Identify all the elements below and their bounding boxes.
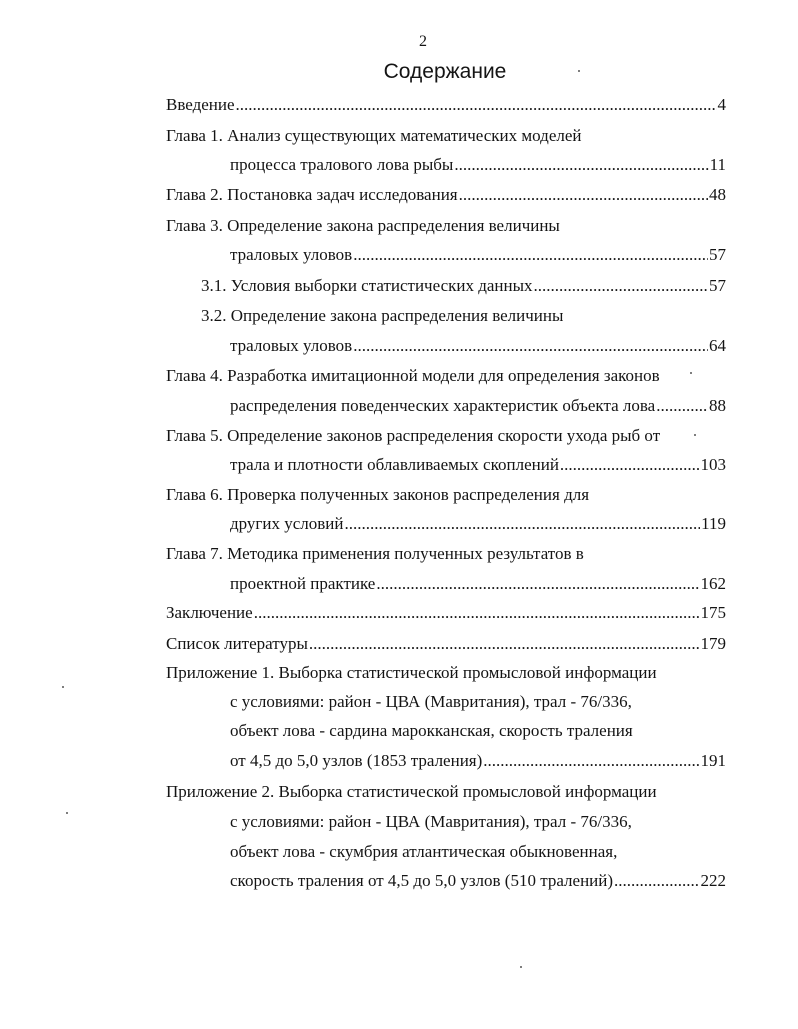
toc-entry-text: Введение (166, 95, 235, 114)
leader-dots (236, 95, 717, 115)
scan-speck (62, 686, 64, 688)
scan-speck (690, 372, 692, 374)
toc-entry-text: трала и плотности облавливаемых скоплений (230, 455, 559, 474)
toc-entry-text: 3.2. Определение закона распределения величины (201, 306, 564, 325)
toc-entry-text: Глава 2. Постановка задач исследования (166, 185, 458, 204)
toc-entry-page: 4 (717, 95, 726, 114)
toc-entry-text: Приложение 1. Выборка статистической промысловой информации (166, 663, 657, 682)
page-number: 2 (419, 33, 427, 50)
toc-entry-text: распределения поведенческих характеристик объекта лова (230, 396, 656, 415)
scan-speck (694, 434, 696, 436)
toc-entry-page: 57 (709, 245, 726, 264)
toc-entry-text: скорость траления от 4,5 до 5,0 узлов (510 тралений) (230, 871, 614, 890)
toc-entry-text: объект лова - сардина марокканская, скорость траления (230, 721, 633, 740)
toc-entry-text: траловых уловов (230, 245, 353, 264)
toc-entry-page: 48 (709, 185, 726, 204)
leader-dots (376, 574, 699, 594)
toc-entry-text: с условиями: район - ЦВА (Мавритания), трал - 76/336, (230, 692, 632, 711)
leader-dots (353, 336, 708, 356)
leader-dots (614, 871, 699, 891)
toc-entry-text: 3.1. Условия выборки статистических данных (201, 276, 533, 295)
toc-entry-chapter-5 (230, 455, 726, 475)
scan-speck (66, 812, 68, 814)
scan-speck (578, 70, 580, 72)
toc-entry-chapter-4 (230, 396, 726, 416)
toc-entry-text: Глава 6. Проверка полученных законов распределения для (166, 485, 590, 504)
leader-dots (345, 514, 701, 534)
toc-entry-text: Глава 7. Методика применения полученных результатов в (166, 544, 584, 563)
leader-dots (483, 751, 699, 771)
toc-entry-chapter-6 (230, 514, 726, 534)
toc-entry-chapter-2 (166, 185, 726, 205)
toc-entry-text: Глава 4. Разработка имитационной модели для определения законов (166, 366, 660, 385)
toc-entry-text: Список литературы (166, 634, 308, 653)
toc-entry-text: траловых уловов (230, 336, 353, 355)
toc-entry-text: проектной практике (230, 574, 376, 593)
toc-entry-page: 191 (700, 751, 726, 770)
toc-entry-references (166, 634, 726, 654)
toc-entry-text: от 4,5 до 5,0 узлов (1853 траления) (230, 751, 483, 770)
toc-entry-page: 103 (700, 455, 726, 474)
toc-entry-chapter-1 (230, 155, 726, 175)
leader-dots (254, 603, 700, 623)
toc-entry-text: Глава 1. Анализ существующих математических моделей (166, 126, 582, 145)
toc-entry-appendix-2 (230, 871, 726, 891)
toc-entry-page: 162 (700, 574, 726, 593)
toc-entry-page: 64 (709, 336, 726, 355)
toc-entry-section-3-1 (201, 276, 726, 296)
toc-entry-text: Глава 3. Определение закона распределения величины (166, 216, 560, 235)
toc-entry-page: 222 (700, 871, 726, 890)
toc-entry-page: 175 (700, 603, 726, 622)
leader-dots (656, 396, 708, 416)
toc-entry-page: 11 (709, 155, 726, 174)
toc-entry-section-3-2 (230, 336, 726, 356)
page-title: Содержание (383, 60, 507, 83)
toc-entry-text: других условий (230, 514, 344, 533)
leader-dots (560, 455, 700, 475)
toc-entry-chapter-3 (230, 245, 726, 265)
toc-entry-text: объект лова - скумбрия атлантическая обыкновенная, (230, 842, 618, 861)
toc-entry-text: процесса тралового лова рыбы (230, 155, 454, 174)
leader-dots (353, 245, 708, 265)
leader-dots (534, 276, 708, 296)
toc-entry-appendix-1 (230, 751, 726, 771)
toc-entry-intro (166, 95, 726, 115)
toc-entry-conclusion (166, 603, 726, 623)
toc-entry-page: 88 (709, 396, 726, 415)
toc-entry-text: Глава 5. Определение законов распределения скорости ухода рыб от (166, 426, 661, 445)
toc-entry-page: 57 (709, 276, 726, 295)
scan-speck (520, 966, 522, 968)
toc-entry-text: Заключение (166, 603, 253, 622)
toc-entry-chapter-7 (230, 574, 726, 594)
toc-entry-page: 179 (700, 634, 726, 653)
toc-entry-text: с условиями: район - ЦВА (Мавритания), трал - 76/336, (230, 812, 632, 831)
toc-entry-page: 119 (701, 514, 726, 533)
leader-dots (459, 185, 708, 205)
toc-entry-text: Приложение 2. Выборка статистической промысловой информации (166, 782, 657, 801)
leader-dots (309, 634, 700, 654)
leader-dots (454, 155, 708, 175)
